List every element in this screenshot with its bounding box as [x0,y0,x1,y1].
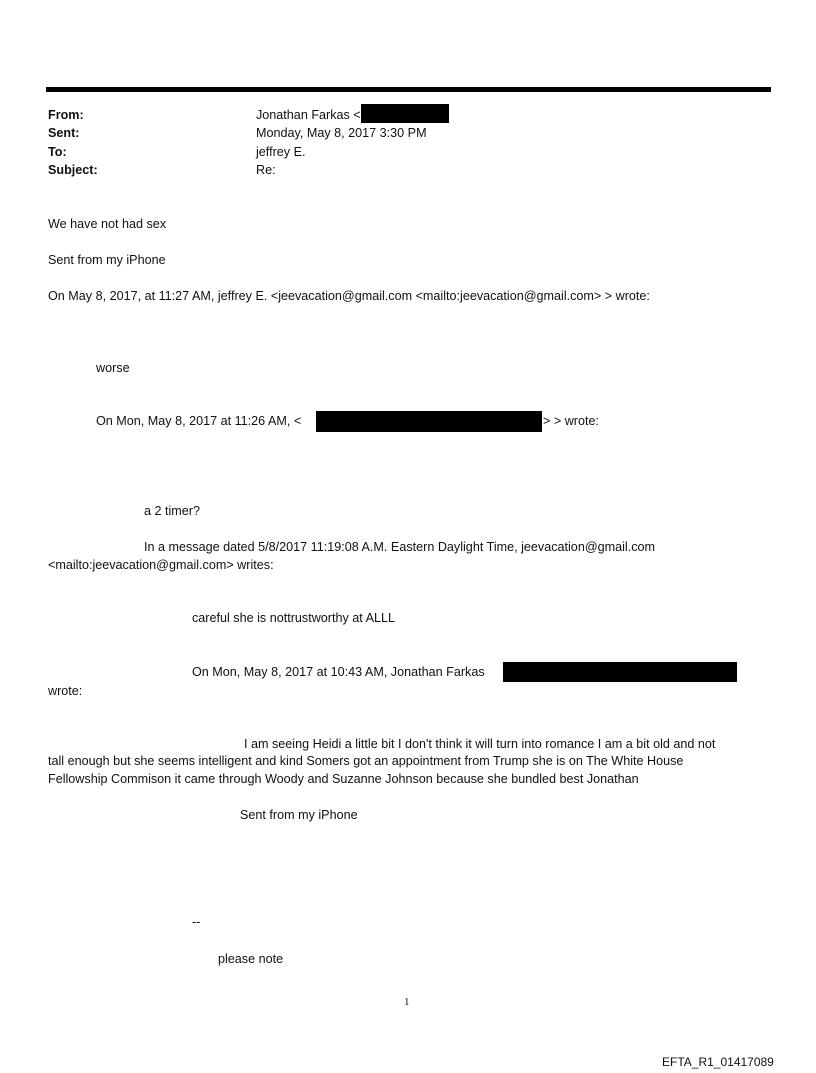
message-line: tall enough but she seems intelligent and kind Somers got an appointment from Trump she is on The White House [48,754,684,768]
subject-label: Subject: [48,163,98,177]
signature: Sent from my iPhone [48,253,166,267]
header-rule [46,87,771,92]
quote-header-line: In a message dated 5/8/2017 11:19:08 A.M. Eastern Daylight Time, jeevacation@gmail.com [144,540,655,554]
redaction-sender-email [316,411,542,432]
signature: Sent from my iPhone [240,808,358,822]
from-label: From: [48,108,84,122]
reply-text: worse [96,361,130,375]
redaction-from-email [361,104,449,123]
message-line: I am seeing Heidi a little bit I don't think it will turn into romance I am a bit old and not [244,737,716,751]
subject-value: Re: [256,163,276,177]
sent-label: Sent: [48,126,80,140]
reply-text: careful she is nottrustworthy at ALLL [192,611,396,625]
page-number: 1 [404,996,410,1008]
please-note: please note [218,952,284,966]
from-value: Jonathan Farkas < [256,108,361,122]
quote-header-end: > > wrote: [543,414,600,428]
sent-value: Monday, May 8, 2017 3:30 PM [256,126,427,140]
separator-dashes: -- [192,915,201,929]
to-value: jeffrey E. [256,145,306,159]
to-label: To: [48,145,67,159]
quote-header-start: On Mon, May 8, 2017 at 10:43 AM, Jonathan Farkas [192,665,485,679]
quote-header-end: wrote: [48,684,83,698]
quote-header-line: <mailto:jeevacation@gmail.com> writes: [48,558,274,572]
footer-document-id: EFTA_R1_01417089 [662,1055,774,1069]
body-line: We have not had sex [48,217,167,231]
message-line: Fellowship Commison it came through Woody and Suzanne Johnson because she bundled best Jonathan [48,772,639,786]
quote-header: On May 8, 2017, at 11:27 AM, jeffrey E. <jeevacation@gmail.com <mailto:jeevacation@gmail.com> > wrote: [48,289,650,303]
quote-header-start: On Mon, May 8, 2017 at 11:26 AM, < [96,414,302,428]
redaction-farkas-email [503,662,737,682]
reply-text: a 2 timer? [144,504,200,518]
